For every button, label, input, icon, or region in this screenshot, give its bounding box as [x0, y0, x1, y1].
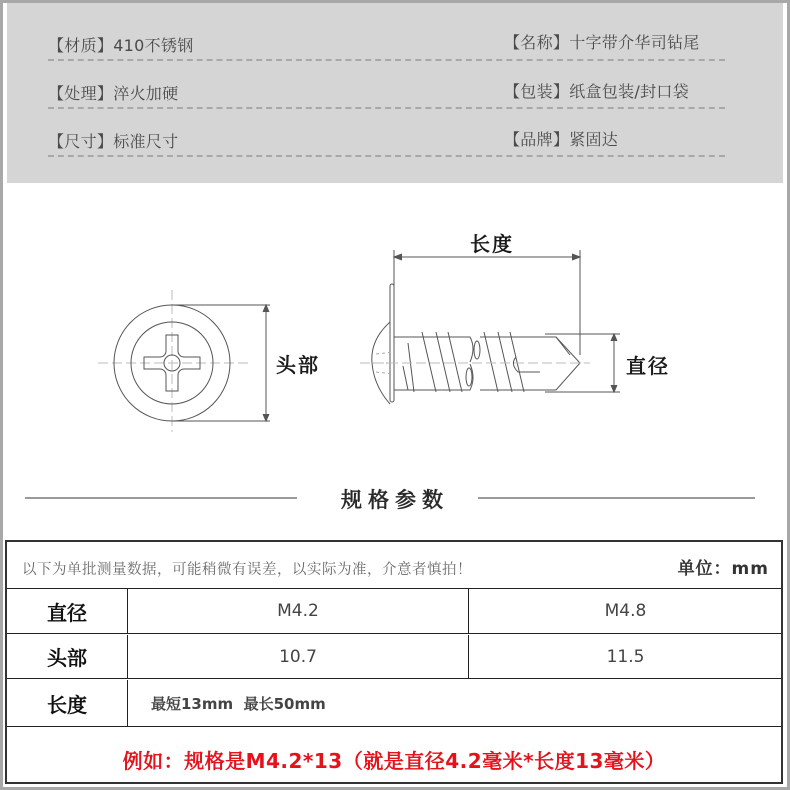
- cell-head-m42: 10.7: [128, 635, 469, 678]
- cell-length-range: 最短13mm 最长50mm: [151, 694, 326, 713]
- section-title: 规格参数: [341, 488, 449, 512]
- row-label-length: 长度: [7, 680, 128, 726]
- screw-drawing-icon: [0, 200, 790, 460]
- info-name: [395, 13, 725, 61]
- table-row-length: [7, 680, 781, 727]
- section-divider-right: [478, 497, 755, 499]
- cell-diameter-m42: M4.2: [128, 589, 469, 633]
- head-label: 头部: [276, 353, 320, 377]
- length-label: 长度: [470, 232, 514, 256]
- info-treatment-text: 【处理】淬火加硬: [48, 84, 179, 103]
- screw-dimension-diagram: [0, 200, 790, 460]
- info-brand-text: 【品牌】紧固达: [504, 130, 619, 149]
- info-name-text: 【名称】十字带介华司钻尾: [504, 33, 700, 52]
- info-size-text: 【尺寸】标准尺寸: [48, 132, 179, 151]
- cell-diameter-m48: M4.8: [604, 601, 647, 621]
- info-material: [48, 13, 401, 61]
- measurement-note: 以下为单批测量数据，可能稍微有误差，以实际为准，介意者慎拍！: [22, 562, 472, 578]
- info-packaging: [395, 61, 725, 109]
- cell-head-m48: 11.5: [606, 646, 645, 667]
- info-treatment: [48, 61, 401, 109]
- table-row-head: [7, 635, 781, 679]
- unit-label: 单位：mm: [677, 559, 769, 579]
- spec-table: [5, 540, 783, 784]
- product-info-panel: [7, 3, 783, 183]
- table-row-diameter: [7, 589, 781, 634]
- screw-side-view-icon: [360, 250, 620, 404]
- section-header: [0, 478, 790, 518]
- example-note: 例如：规格是M4.2*13（就是直径4.2毫米*长度13毫米）: [122, 749, 666, 773]
- diameter-label: 直径: [626, 354, 670, 378]
- info-packaging-text: 【包装】纸盒包装/封口袋: [504, 82, 689, 101]
- info-size: [48, 109, 401, 157]
- screw-head-top-view-icon: [98, 290, 270, 432]
- info-material-text: 【材质】410不锈钢: [48, 36, 194, 55]
- info-brand: [395, 109, 725, 157]
- row-label-diameter: 直径: [7, 589, 128, 633]
- table-note-row: [7, 542, 781, 589]
- row-label-head: 头部: [7, 635, 128, 678]
